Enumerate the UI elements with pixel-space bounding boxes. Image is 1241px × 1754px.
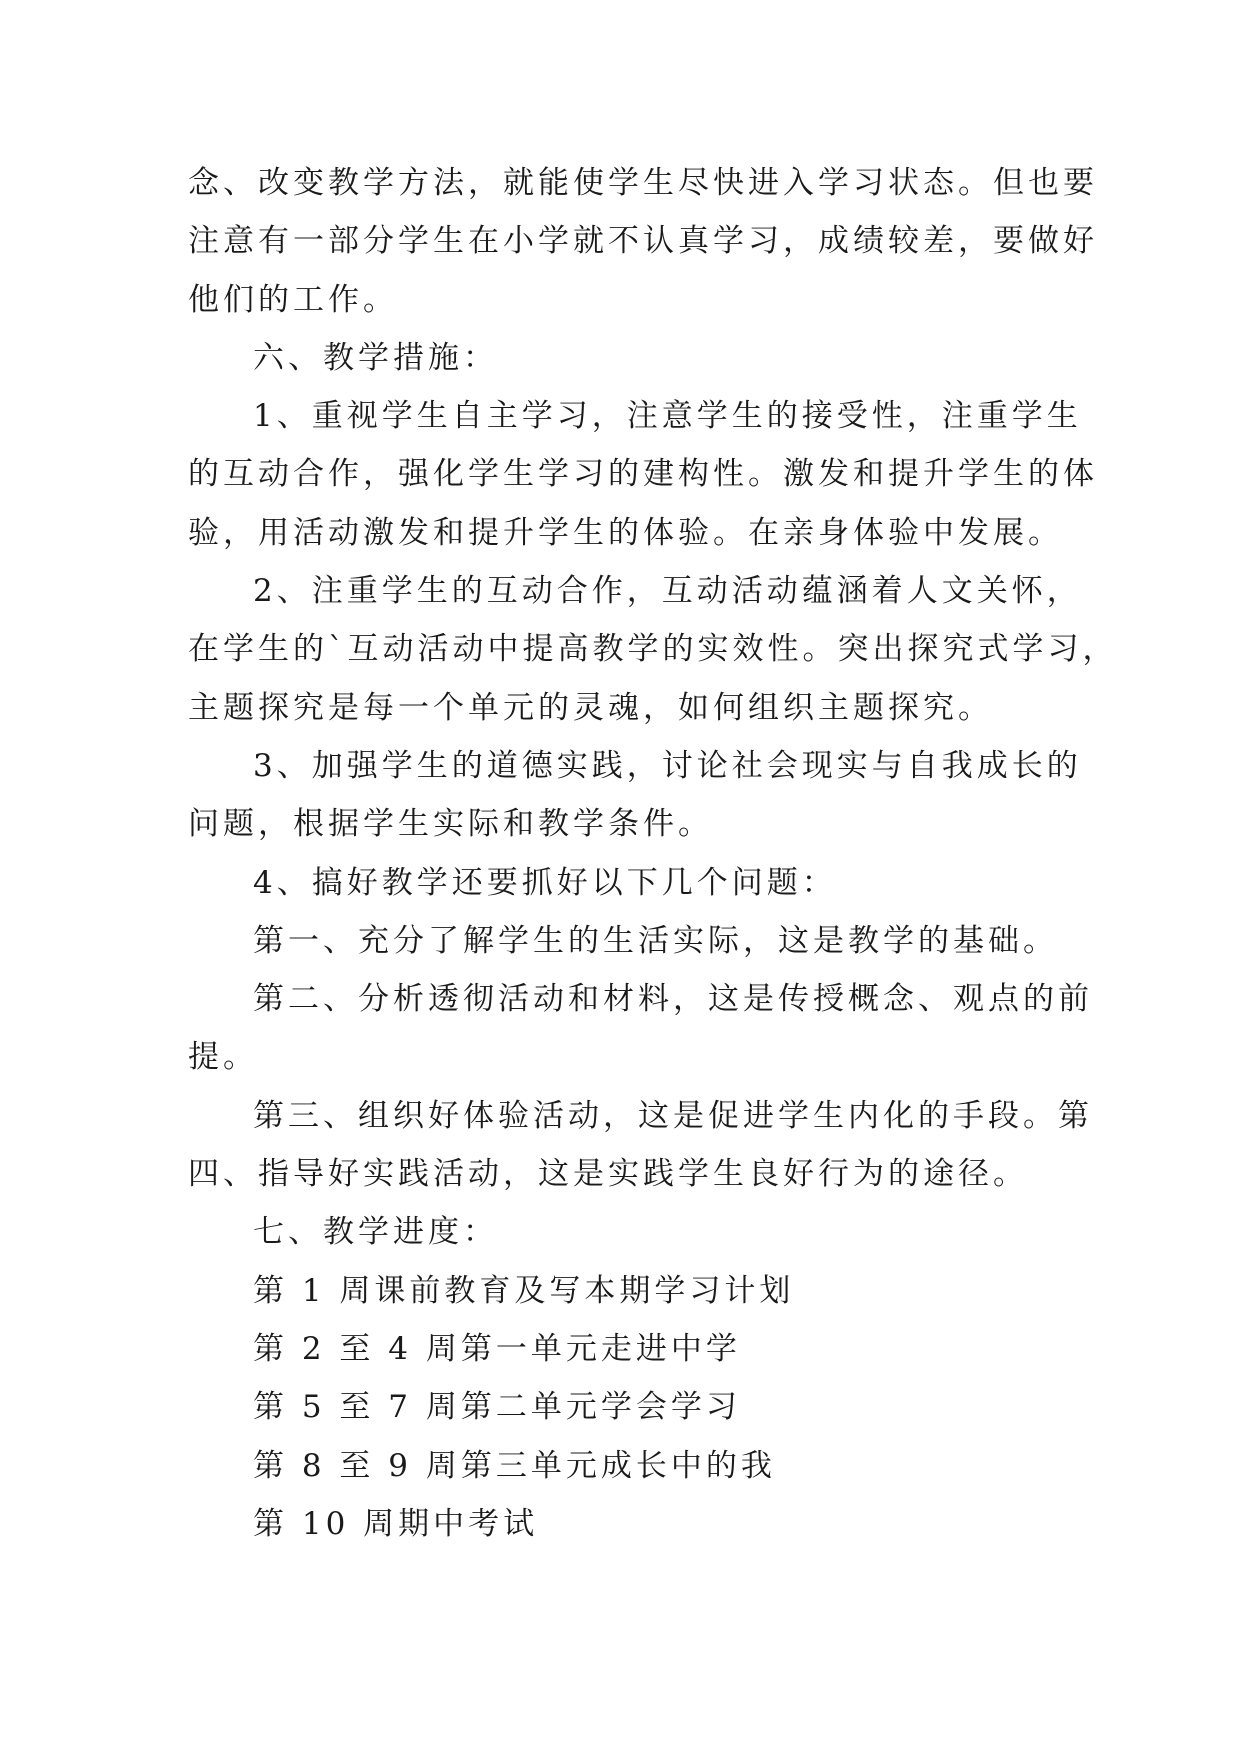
schedule-item: 第 10 周期中考试 — [253, 1505, 539, 1542]
text-line: 注意有一部分学生在小学就不认真学习，成绩较差，要做好 — [188, 223, 1098, 260]
text-line: 4、搞好教学还要抓好以下几个问题： — [253, 864, 837, 901]
schedule-item: 第 5 至 7 周第二单元学会学习 — [253, 1389, 741, 1426]
schedule-item: 第 2 至 4 周第一单元走进中学 — [253, 1330, 741, 1367]
text-line: 的互动合作，强化学生学习的建构性。激发和提升学生的体 — [188, 456, 1098, 493]
text-line: 第一、充分了解学生的生活实际，这是教学的基础。 — [253, 922, 1058, 959]
text-line: 3、加强学生的道德实践，讨论社会现实与自我成长的 — [253, 747, 1082, 784]
text-line: 第三、组织好体验活动，这是促进学生内化的手段。第 — [253, 1097, 1093, 1134]
text-line: 在学生的`互动活动中提高教学的实效性。突出探究式学习， — [188, 631, 1118, 668]
section-heading: 六、教学措施： — [253, 339, 498, 376]
text-line: 2、注重学生的互动合作，互动活动蕴涵着人文关怀， — [253, 573, 1082, 610]
text-line: 第二、分析透彻活动和材料，这是传授概念、观点的前 — [253, 981, 1093, 1018]
section-heading: 七、教学进度： — [253, 1214, 498, 1251]
text-line: 他们的工作。 — [188, 281, 398, 318]
text-line: 提。 — [188, 1039, 258, 1076]
text-line: 1、重视学生自主学习，注意学生的接受性，注重学生 — [253, 398, 1082, 435]
text-line: 念、改变教学方法，就能使学生尽快进入学习状态。但也要 — [188, 165, 1098, 201]
document-body — [188, 154, 1118, 1553]
schedule-item: 第 1 周课前教育及写本期学习计划 — [253, 1272, 795, 1309]
text-line: 四、指导好实践活动，这是实践学生良好行为的途径。 — [188, 1156, 1028, 1193]
text-line: 验，用活动激发和提升学生的体验。在亲身体验中发展。 — [188, 514, 1063, 551]
text-line: 问题，根据学生实际和教学条件。 — [188, 806, 713, 843]
schedule-item: 第 8 至 9 周第三单元成长中的我 — [253, 1447, 776, 1484]
text-line: 主题探究是每一个单元的灵魂，如何组织主题探究。 — [188, 689, 993, 726]
